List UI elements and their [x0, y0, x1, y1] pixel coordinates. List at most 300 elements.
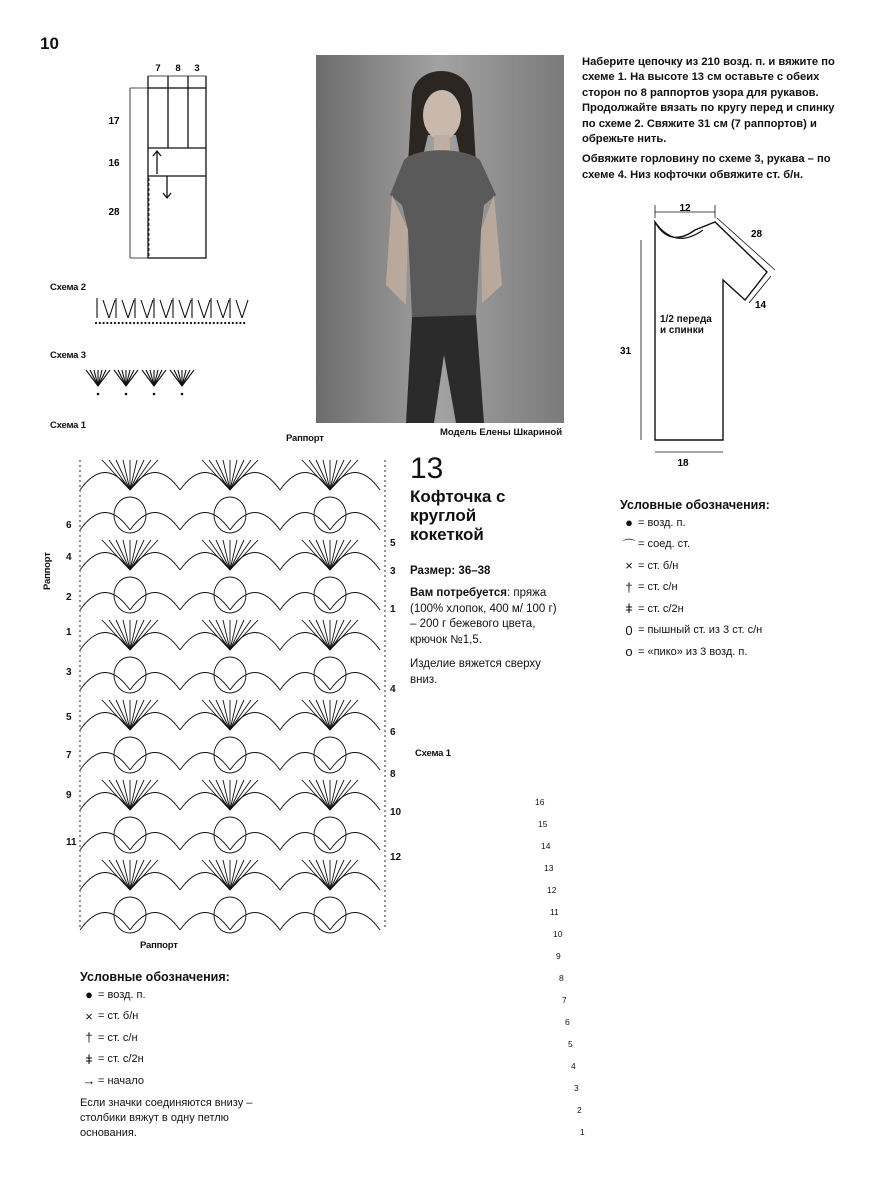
chain-dot	[114, 322, 116, 324]
stitch-mark	[122, 300, 128, 318]
fan-stitch	[102, 780, 130, 810]
row-number: 5	[390, 538, 396, 549]
fan-stitch	[330, 460, 344, 490]
fan-stitch	[118, 370, 126, 386]
chain-arch	[180, 633, 230, 651]
fan-stitch	[330, 540, 344, 570]
yoke-chart	[395, 700, 865, 1180]
fan-stitch	[116, 700, 130, 730]
chain-arch	[180, 553, 230, 571]
chain-arch	[80, 553, 130, 571]
fan-stitch	[116, 540, 130, 570]
fan-stitch	[130, 460, 144, 490]
chain-arch	[330, 913, 380, 931]
chain-arch	[230, 633, 280, 651]
fan-stitch	[116, 620, 130, 650]
chain-dot	[224, 322, 226, 324]
fan-stitch	[202, 860, 230, 890]
fan-stitch	[202, 780, 230, 810]
row-number: 12	[547, 885, 557, 895]
chain-dot	[137, 322, 139, 324]
row-number: 6	[565, 1017, 570, 1027]
fan-stitch	[302, 460, 330, 490]
text-bold: по схеме 4	[582, 153, 831, 181]
width-label: 8	[175, 63, 181, 74]
fan-stitch	[230, 460, 258, 490]
chain-arch	[280, 673, 330, 691]
fan-stitch	[330, 860, 358, 890]
chain-dot	[181, 393, 184, 396]
stitch-mark	[217, 300, 223, 318]
fan-stitch	[130, 540, 158, 570]
article-materials	[410, 586, 562, 648]
chain-arch	[130, 673, 180, 691]
schema3-label: Схема 3	[50, 350, 86, 361]
fan-stitch	[302, 540, 330, 570]
legend-text: = начало	[98, 1074, 144, 1087]
row-number: 6	[66, 520, 72, 531]
chain-arch	[130, 793, 180, 811]
chain-dot	[129, 322, 131, 324]
chain-arch	[280, 913, 330, 931]
chain-loop	[214, 897, 246, 933]
legend-item	[620, 577, 840, 599]
row-number: 5	[568, 1039, 573, 1049]
chain-dot	[144, 322, 146, 324]
fan-stitch	[130, 540, 144, 570]
chain-arch	[330, 473, 380, 491]
fan-stitch	[230, 540, 244, 570]
dim-label: 28	[751, 229, 763, 240]
legend-item	[620, 620, 840, 642]
dim-label: 31	[620, 346, 632, 357]
chain-arch	[230, 873, 280, 891]
chain-loop	[214, 817, 246, 853]
chain-arch	[330, 793, 380, 811]
fan-stitch	[216, 700, 230, 730]
row-number: 13	[544, 863, 554, 873]
chain-dot	[194, 322, 196, 324]
chain-arch	[330, 673, 380, 691]
legend-symbol: ●	[85, 987, 93, 1003]
row-number: 10	[553, 929, 563, 939]
row-number: 10	[390, 807, 402, 818]
fan-stitch	[216, 620, 230, 650]
article-note: Изделие вяжется сверху вниз.	[410, 658, 541, 686]
yoke-chart-label: Схема 1	[415, 748, 451, 759]
text: . На высоте 13 см оставьте с обеих сторон по 8 раппортов узора для рукавов. Продолжайте вязать по кругу перед и спинку	[582, 71, 835, 115]
chain-arch	[180, 833, 230, 851]
legend-symbol: →	[82, 1073, 96, 1089]
dim-label: 14	[755, 300, 767, 311]
chain-arch	[130, 873, 180, 891]
chain-arch	[280, 553, 330, 571]
chain-arch	[130, 593, 180, 611]
legend-symbol: ǂ	[625, 601, 633, 617]
chain-arch	[280, 793, 330, 811]
chain-dot	[201, 322, 203, 324]
chain-arch	[130, 833, 180, 851]
row-number: 2	[577, 1105, 582, 1115]
chain-arch	[330, 753, 380, 771]
chain-dot	[213, 322, 215, 324]
legend-1-note: Если значки соединяются внизу – столбики вяжут в одну петлю основания.	[80, 1096, 253, 1139]
chain-dot	[125, 393, 128, 396]
chain-arch	[280, 873, 330, 891]
legend-1	[80, 970, 280, 1141]
stitch-mark	[147, 300, 153, 318]
fan-stitch	[330, 460, 358, 490]
fan-stitch	[90, 370, 98, 386]
text: Наберите цепочку из 210 возд. п. и вяжите	[582, 56, 822, 68]
chain-arch	[180, 593, 230, 611]
row-number: 9	[556, 951, 561, 961]
legend-text: = соед. ст.	[638, 538, 691, 551]
chain-dot	[106, 322, 108, 324]
chain-loop	[314, 577, 346, 613]
chain-dot	[153, 393, 156, 396]
chain-dot	[125, 322, 127, 324]
chain-arch	[230, 673, 280, 691]
text: , рукава –	[760, 153, 817, 166]
chain-arch	[330, 513, 380, 531]
row-number: 2	[66, 592, 72, 603]
fan-stitch	[202, 540, 230, 570]
article-title: Кофточка с круглой кокеткой	[410, 487, 506, 544]
article-size: Размер: 36–38	[410, 565, 491, 577]
legend-symbol: 0	[625, 622, 633, 638]
chain-loop	[214, 577, 246, 613]
fan-stitch	[130, 780, 158, 810]
chain-arch	[130, 553, 180, 571]
chain-loop	[214, 657, 246, 693]
width-label: 3	[194, 63, 200, 74]
chain-loop	[214, 737, 246, 773]
chain-arch	[280, 633, 330, 651]
fan-stitch	[102, 460, 130, 490]
chain-arch	[280, 713, 330, 731]
chain-dot	[99, 322, 101, 324]
row-number: 7	[562, 995, 567, 1005]
fan-stitch	[202, 620, 230, 650]
model-photo-illustration	[316, 55, 564, 423]
row-number: 3	[574, 1083, 579, 1093]
legend-text: = пышный ст. из 3 ст. с/н	[638, 624, 763, 637]
stitch-mark	[141, 300, 147, 318]
chain-arch	[80, 793, 130, 811]
chain-arch	[180, 793, 230, 811]
chain-arch	[180, 753, 230, 771]
chain-arch	[180, 713, 230, 731]
fan-stitch	[146, 370, 154, 386]
schema1-label: Схема 1	[50, 420, 86, 431]
fan-stitch	[230, 460, 244, 490]
chain-dot	[182, 322, 184, 324]
chain-dot	[239, 322, 241, 324]
legend-symbol: †	[625, 579, 633, 595]
legend-symbol: o	[625, 644, 633, 660]
legend-item	[620, 598, 840, 620]
height-label: 17	[108, 116, 120, 127]
fan-stitch	[230, 540, 258, 570]
chain-arch	[80, 873, 130, 891]
fan-stitch	[230, 860, 244, 890]
fan-stitch	[330, 540, 358, 570]
fan-stitch	[302, 780, 330, 810]
fan-stitch	[330, 620, 358, 650]
chain-dot	[103, 322, 105, 324]
legend-text: = ст. б/н	[638, 559, 679, 572]
chain-dot	[133, 322, 135, 324]
fan-stitch	[102, 700, 130, 730]
legend-text: = ст. с/2н	[98, 1053, 144, 1066]
legend-symbol: ǂ	[85, 1051, 93, 1067]
fan-stitch	[216, 540, 230, 570]
chain-dot	[220, 322, 222, 324]
row-number: 9	[66, 790, 72, 801]
legend-text: = ст. с/н	[98, 1031, 138, 1044]
chain-dot	[186, 322, 188, 324]
fan-stitch	[316, 860, 330, 890]
chain-arch	[80, 673, 130, 691]
stitch-mark	[179, 300, 185, 318]
chain-arch	[230, 793, 280, 811]
instructions	[582, 55, 844, 188]
materials-label: Вам потребуется	[410, 587, 508, 599]
chain-arch	[180, 673, 230, 691]
stitch-mark	[160, 300, 166, 318]
fan-stitch	[316, 460, 330, 490]
dim-label: 18	[677, 458, 689, 469]
stitch-mark	[242, 300, 248, 318]
stitch-mark	[236, 300, 242, 318]
legend-item	[620, 641, 840, 663]
schema2-chart	[92, 290, 262, 330]
chain-arch	[330, 713, 380, 731]
text-bold: по схеме 3	[702, 153, 761, 166]
fan-stitch	[216, 780, 230, 810]
chain-dot	[209, 322, 211, 324]
row-number: 1	[390, 604, 396, 615]
legend-text: = ст. с/2н	[638, 602, 684, 615]
fan-stitch	[116, 780, 130, 810]
legend-item	[80, 1070, 280, 1092]
legend-item	[80, 1027, 280, 1049]
chain-arch	[330, 593, 380, 611]
fan-stitch	[230, 780, 244, 810]
chain-dot	[236, 322, 238, 324]
chain-arch	[330, 633, 380, 651]
chain-arch	[80, 753, 130, 771]
fan-stitch	[102, 540, 130, 570]
fan-stitch	[330, 620, 344, 650]
row-number: 8	[559, 973, 564, 983]
chain-loop	[114, 817, 146, 853]
chain-arch	[280, 473, 330, 491]
chain-arch	[230, 713, 280, 731]
chain-dot	[228, 322, 230, 324]
stitch-mark	[185, 300, 191, 318]
chain-dot	[232, 322, 234, 324]
dim-label: 12	[679, 203, 691, 214]
fan-stitch	[130, 860, 158, 890]
text-bold: по схеме 2	[582, 117, 641, 130]
chain-arch	[80, 473, 130, 491]
row-number: 1	[580, 1127, 585, 1137]
legend-symbol: ×	[625, 558, 633, 574]
legend-symbol: ×	[85, 1008, 93, 1024]
text: . Низ кофточки обвяжите ст. б/н.	[623, 168, 804, 181]
legend-item	[80, 1049, 280, 1071]
model-photo	[316, 55, 564, 423]
legend-text: = «пико» из 3 возд. п.	[638, 645, 748, 658]
chain-arch	[230, 913, 280, 931]
chain-loop	[314, 897, 346, 933]
row-number: 5	[66, 712, 72, 723]
chain-dot	[205, 322, 207, 324]
lace-chart	[60, 440, 400, 945]
chain-arch	[180, 513, 230, 531]
fan-stitch	[230, 700, 244, 730]
chain-arch	[80, 593, 130, 611]
stitch-mark	[109, 300, 115, 318]
height-label: 28	[108, 207, 120, 218]
chain-dot	[118, 322, 120, 324]
fan-stitch	[316, 620, 330, 650]
legend-text: = ст. с/н	[638, 581, 678, 594]
chain-loop	[214, 497, 246, 533]
chain-arch	[130, 473, 180, 491]
chain-loop	[114, 497, 146, 533]
row-number: 1	[66, 627, 72, 638]
chain-arch	[80, 633, 130, 651]
fan-stitch	[102, 860, 130, 890]
row-number: 11	[550, 907, 559, 917]
row-number: 4	[390, 684, 396, 695]
legend-2-title: Условные обозначения:	[620, 498, 770, 512]
chain-dot	[152, 322, 154, 324]
chain-loop	[114, 577, 146, 613]
chain-arch	[230, 553, 280, 571]
rapport-bottom: Раппорт	[140, 940, 178, 951]
chain-arch	[230, 833, 280, 851]
legend-text: = возд. п.	[638, 516, 686, 529]
fan-stitch	[130, 780, 144, 810]
width-label: 7	[155, 63, 161, 74]
stitch-mark	[128, 300, 134, 318]
fan-stitch	[302, 620, 330, 650]
row-number: 3	[66, 667, 72, 678]
chain-arch	[280, 753, 330, 771]
fan-stitch	[216, 460, 230, 490]
chain-arch	[280, 833, 330, 851]
fan-stitch	[230, 620, 244, 650]
fan-stitch	[116, 860, 130, 890]
legend-item	[80, 984, 280, 1006]
chain-loop	[114, 657, 146, 693]
stitch-mark	[166, 300, 172, 318]
fan-stitch	[230, 620, 258, 650]
sleeve-dimension-diagram	[100, 58, 220, 263]
row-number: 16	[535, 797, 545, 807]
chain-arch	[180, 913, 230, 931]
chain-dot	[95, 322, 97, 324]
chain-dot	[198, 322, 200, 324]
chain-arch	[180, 873, 230, 891]
chain-loop	[314, 497, 346, 533]
text: . Свяжите 31 см (7 раппортов) и обрежьте нить.	[582, 117, 817, 146]
fan-stitch	[202, 460, 230, 490]
stitch-mark	[204, 300, 210, 318]
fan-stitch	[302, 700, 330, 730]
chain-dot	[163, 322, 165, 324]
fan-stitch	[116, 460, 130, 490]
fan-stitch	[130, 460, 158, 490]
fan-stitch	[230, 700, 258, 730]
chain-arch	[130, 713, 180, 731]
legend-text: = возд. п.	[98, 988, 146, 1001]
chain-arch	[280, 593, 330, 611]
fan-stitch	[130, 700, 144, 730]
fan-stitch	[230, 780, 258, 810]
fan-stitch	[130, 620, 158, 650]
stitch-mark	[198, 300, 204, 318]
rapport-top: Раппорт	[286, 433, 324, 444]
row-number: 15	[538, 819, 548, 829]
chain-arch	[330, 553, 380, 571]
schema2-label: Схема 2	[50, 282, 86, 293]
chain-dot	[167, 322, 169, 324]
legend-text: = ст. б/н	[98, 1010, 139, 1023]
legend-item	[620, 555, 840, 577]
chain-dot	[171, 322, 173, 324]
fan-stitch	[130, 700, 158, 730]
chain-dot	[160, 322, 162, 324]
chain-loop	[314, 737, 346, 773]
row-number: 4	[66, 552, 72, 563]
chain-loop	[314, 817, 346, 853]
pattern-diagram-label: 1/2 переда и спинки	[660, 314, 712, 336]
chain-arch	[230, 473, 280, 491]
text-bold: по схеме 1	[582, 56, 835, 84]
row-number: 4	[571, 1061, 576, 1071]
row-number: 6	[390, 727, 396, 738]
fan-stitch	[330, 860, 344, 890]
chain-arch	[280, 513, 330, 531]
fan-stitch	[174, 370, 182, 386]
chain-arch	[130, 753, 180, 771]
row-number: 11	[66, 837, 77, 848]
chain-arch	[130, 913, 180, 931]
fan-stitch	[316, 540, 330, 570]
fan-stitch	[302, 860, 330, 890]
fan-stitch	[102, 620, 130, 650]
fan-stitch	[130, 620, 144, 650]
chain-dot	[122, 322, 124, 324]
chain-dot	[141, 322, 143, 324]
chain-arch	[80, 713, 130, 731]
chain-arch	[230, 593, 280, 611]
chain-arch	[330, 833, 380, 851]
chain-dot	[148, 322, 150, 324]
fan-stitch	[330, 780, 358, 810]
legend-symbol: ●	[625, 515, 633, 531]
page-number: 10	[40, 34, 59, 53]
chain-arch	[130, 633, 180, 651]
fan-stitch	[330, 700, 344, 730]
legend-2	[620, 498, 840, 663]
height-label: 16	[108, 158, 120, 169]
